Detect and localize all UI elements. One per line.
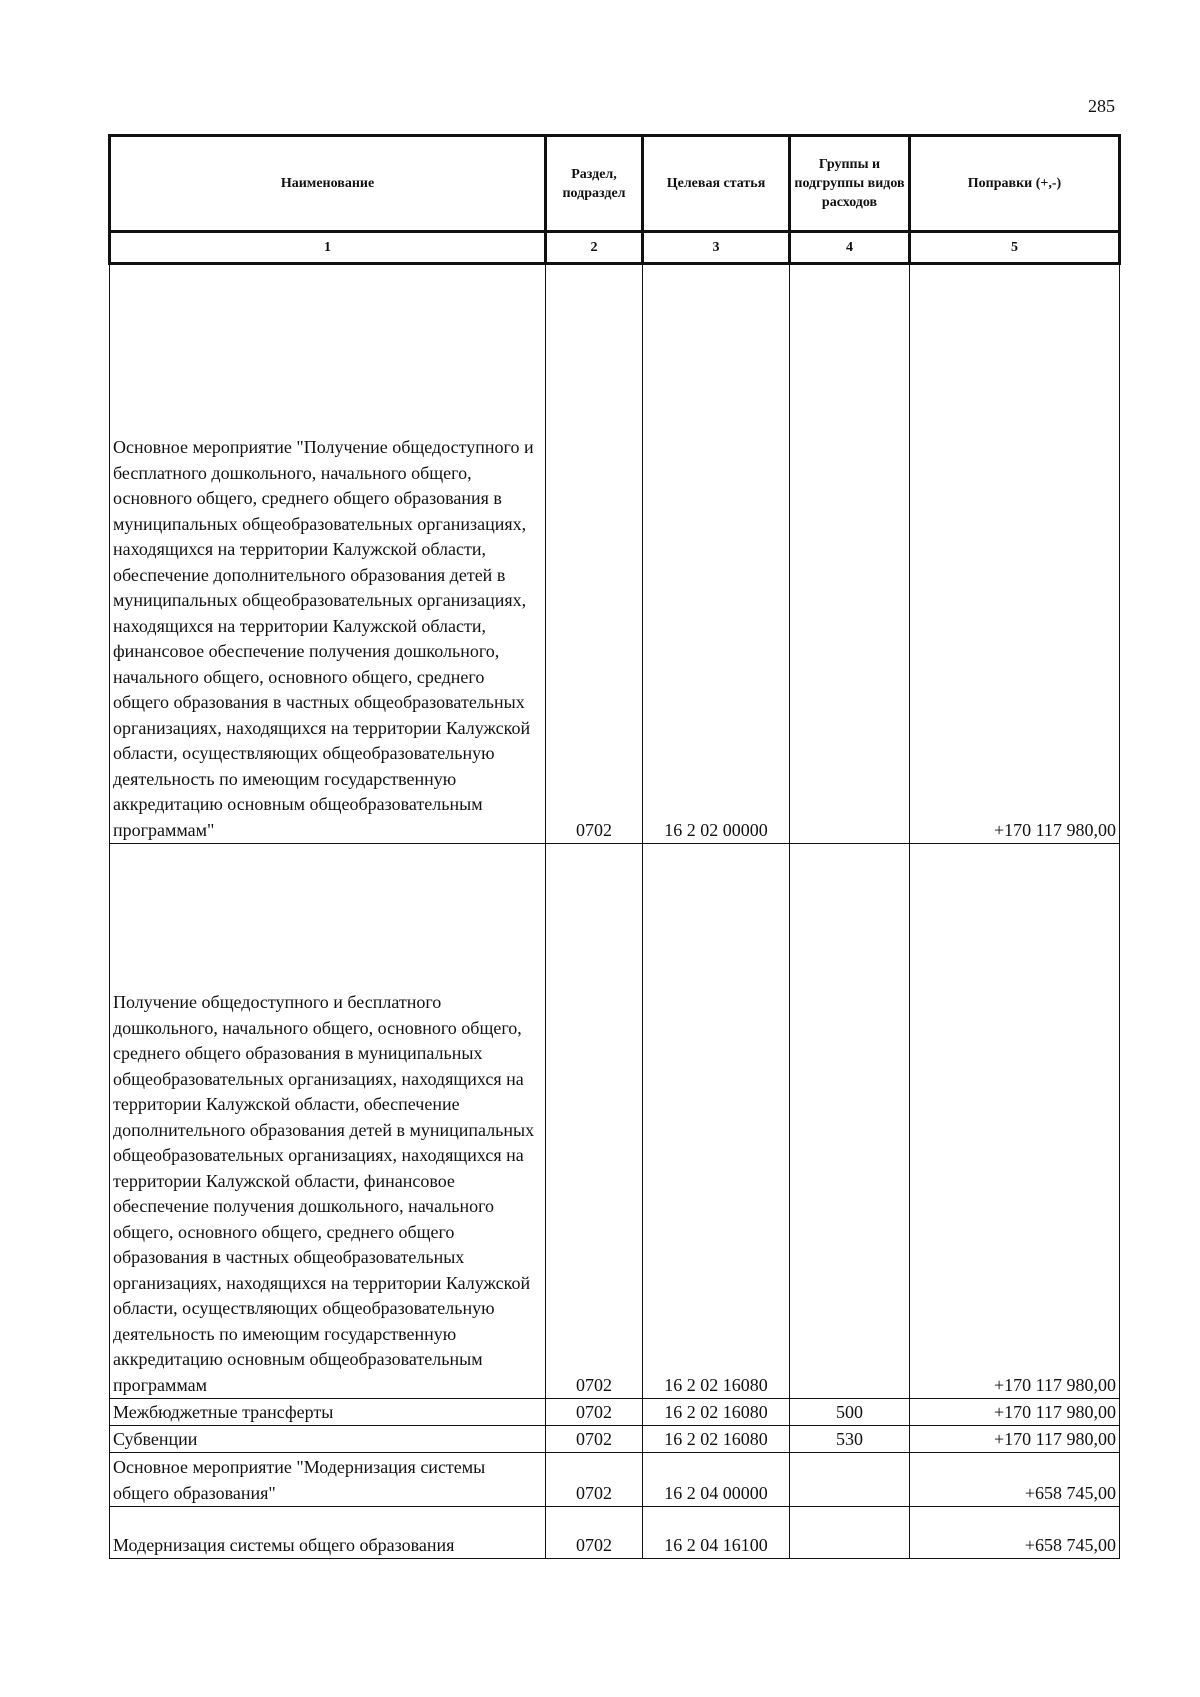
header-amendments: Поправки (+,-) <box>910 136 1120 232</box>
row-name: Основное мероприятие "Модернизация системы общего образования" <box>110 1453 546 1507</box>
row-amount: +170 117 980,00 <box>910 1426 1120 1453</box>
row-name: Получение общедоступного и бесплатного дошкольного, начального общего, основного общего, среднего общего образования в муниципальных общеобразовательных организациях, находящихся на территории Калужской области, обеспечение дополнительного образования детей в муниципальных общеобразовательных организациях, находящихся на территории Калужской области, финансовое обеспечение получения дошкольного, начального общего, основного общего, среднего общего образования в частных общеобразовательных организациях, находящихся на территории Калужской области, осуществляющих общеобразовательную деятельность по имеющим государственную аккредитацию основным общеобразовательным программам <box>110 844 546 1399</box>
row-name: Субвенции <box>110 1426 546 1453</box>
row-target: 16 2 02 16080 <box>643 1426 790 1453</box>
header-number-5: 5 <box>910 232 1120 264</box>
header-number-4: 4 <box>790 232 910 264</box>
row-group <box>790 264 910 844</box>
row-name: Модернизация системы общего образования <box>110 1507 546 1559</box>
row-section: 0702 <box>546 1507 643 1559</box>
row-section: 0702 <box>546 1399 643 1426</box>
header-expense-group: Группы и подгруппы видов расходов <box>790 136 910 232</box>
row-group <box>790 1453 910 1507</box>
table-row <box>110 844 1120 1399</box>
table-header <box>110 136 1120 264</box>
row-amount: +658 745,00 <box>910 1453 1120 1507</box>
table-row <box>110 264 1120 844</box>
row-section: 0702 <box>546 1453 643 1507</box>
table-row <box>110 1507 1120 1559</box>
row-target: 16 2 02 16080 <box>643 844 790 1399</box>
row-target: 16 2 02 00000 <box>643 264 790 844</box>
row-section: 0702 <box>546 844 643 1399</box>
row-group <box>790 1507 910 1559</box>
row-amount: +658 745,00 <box>910 1507 1120 1559</box>
row-group: 530 <box>790 1426 910 1453</box>
page-number: 285 <box>1088 96 1115 116</box>
table-row <box>110 1399 1120 1426</box>
header-number-2: 2 <box>546 232 643 264</box>
table-row <box>110 1426 1120 1453</box>
table-body <box>110 264 1120 1559</box>
header-number-1: 1 <box>110 232 546 264</box>
row-group: 500 <box>790 1399 910 1426</box>
header-target: Целевая статья <box>643 136 790 232</box>
header-section: Раздел, подраздел <box>546 136 643 232</box>
row-section: 0702 <box>546 1426 643 1453</box>
header-number-3: 3 <box>643 232 790 264</box>
row-target: 16 2 04 16100 <box>643 1507 790 1559</box>
row-name: Межбюджетные трансферты <box>110 1399 546 1426</box>
row-group <box>790 844 910 1399</box>
row-amount: +170 117 980,00 <box>910 844 1120 1399</box>
row-target: 16 2 04 00000 <box>643 1453 790 1507</box>
table-row <box>110 1453 1120 1507</box>
row-amount: +170 117 980,00 <box>910 264 1120 844</box>
budget-amendments-table <box>108 134 1121 1559</box>
row-name: Основное мероприятие "Получение общедоступного и бесплатного дошкольного, начального общего, основного общего, среднего общего образования в муниципальных общеобразовательных организациях, находящихся на территории Калужской области, обеспечение дополнительного образования детей в муниципальных общеобразовательных организациях, находящихся на территории Калужской области, финансовое обеспечение получения дошкольного, начального общего, основного общего, среднего общего образования в частных общеобразовательных организациях, находящихся на территории Калужской области, осуществляющих общеобразовательную деятельность по имеющим государственную аккредитацию основным общеобразовательным программам" <box>110 264 546 844</box>
header-name: Наименование <box>110 136 546 232</box>
row-amount: +170 117 980,00 <box>910 1399 1120 1426</box>
row-section: 0702 <box>546 264 643 844</box>
row-target: 16 2 02 16080 <box>643 1399 790 1426</box>
